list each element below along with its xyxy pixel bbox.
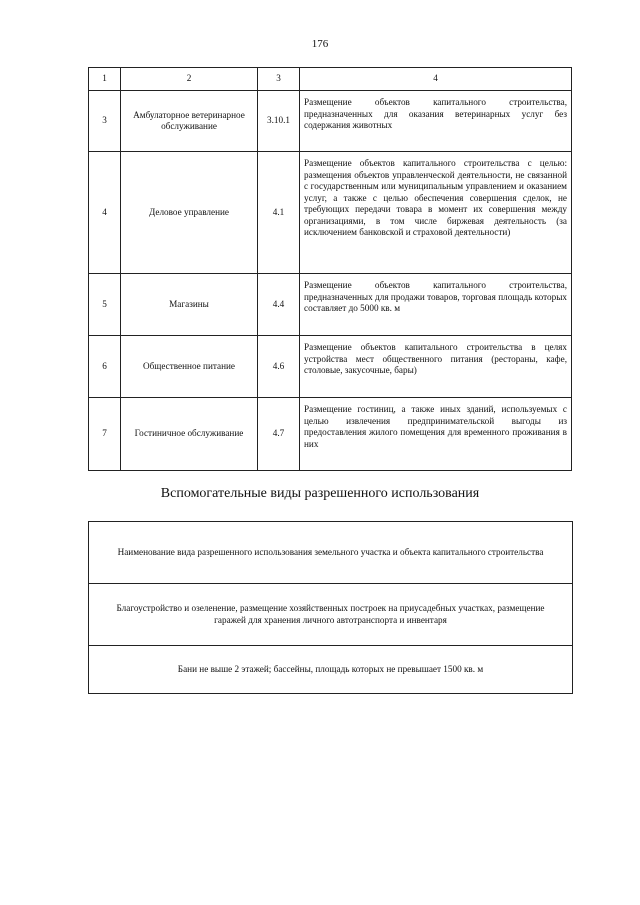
use-description: Размещение гостиниц, а также иных зданий, используемых с целью извлечения предпринимательской выгоды из предоставления жилого помещения для временного проживания в них: [300, 398, 572, 471]
aux-header-cell: Наименование вида разрешенного использования земельного участка и объекта капитального строительства: [89, 522, 573, 584]
header-col-3: 3: [258, 68, 300, 91]
permitted-use-table: [88, 67, 572, 471]
aux-cell: Благоустройство и озеленение, размещение хозяйственных построек на приусадебных участках, размещение гаражей для хранения личного автотранспорта и инвентаря: [89, 584, 573, 646]
use-description: Размещение объектов капитального строительства, предназначенных для продажи товаров, торговая площадь которых составляет до 5000 кв. м: [300, 274, 572, 336]
table-row: [89, 398, 572, 471]
page-number: 176: [311, 38, 329, 50]
row-number: 4: [89, 152, 121, 274]
use-name: Магазины: [121, 274, 258, 336]
use-description: Размещение объектов капитального строительства в целях устройства мест общественного питания (рестораны, кафе, столовые, закусочные, бары): [300, 336, 572, 398]
table-row: [89, 91, 572, 152]
use-code: 4.1: [258, 152, 300, 274]
use-code: 3.10.1: [258, 91, 300, 152]
table-row: [89, 152, 572, 274]
row-number: 6: [89, 336, 121, 398]
auxiliary-use-table: [88, 521, 573, 694]
row-number: 5: [89, 274, 121, 336]
use-name: Амбулаторное ветеринарное обслуживание: [121, 91, 258, 152]
table-header-row: [89, 68, 572, 91]
row-number: 7: [89, 398, 121, 471]
use-name: Гостиничное обслуживание: [121, 398, 258, 471]
use-description: Размещение объектов капитального строительства с целью: размещения объектов управленческой деятельности, не связанной с государственным или муниципальным управлением и оказанием услуг, а также с целью обеспечения совершения сделок, не требующих передачи товара в момент их совершения между организациями, в том числе биржевая деятельность (за исключением банковской и страховой деятельности): [300, 152, 572, 274]
header-col-1: 1: [89, 68, 121, 91]
header-col-2: 2: [121, 68, 258, 91]
use-code: 4.6: [258, 336, 300, 398]
header-col-4: 4: [300, 68, 572, 91]
aux-header-row: [89, 522, 573, 584]
use-code: 4.7: [258, 398, 300, 471]
use-code: 4.4: [258, 274, 300, 336]
section-title: Вспомогательные виды разрешенного использования: [160, 486, 480, 501]
use-description: Размещение объектов капитального строительства, предназначенных для оказания ветеринарных услуг без содержания животных: [300, 91, 572, 152]
use-name: Общественное питание: [121, 336, 258, 398]
table-row: [89, 584, 573, 646]
table-row: [89, 274, 572, 336]
table-row: [89, 646, 573, 694]
aux-cell: Бани не выше 2 этажей; бассейны, площадь которых не превышает 1500 кв. м: [89, 646, 573, 694]
use-name: Деловое управление: [121, 152, 258, 274]
row-number: 3: [89, 91, 121, 152]
table-row: [89, 336, 572, 398]
